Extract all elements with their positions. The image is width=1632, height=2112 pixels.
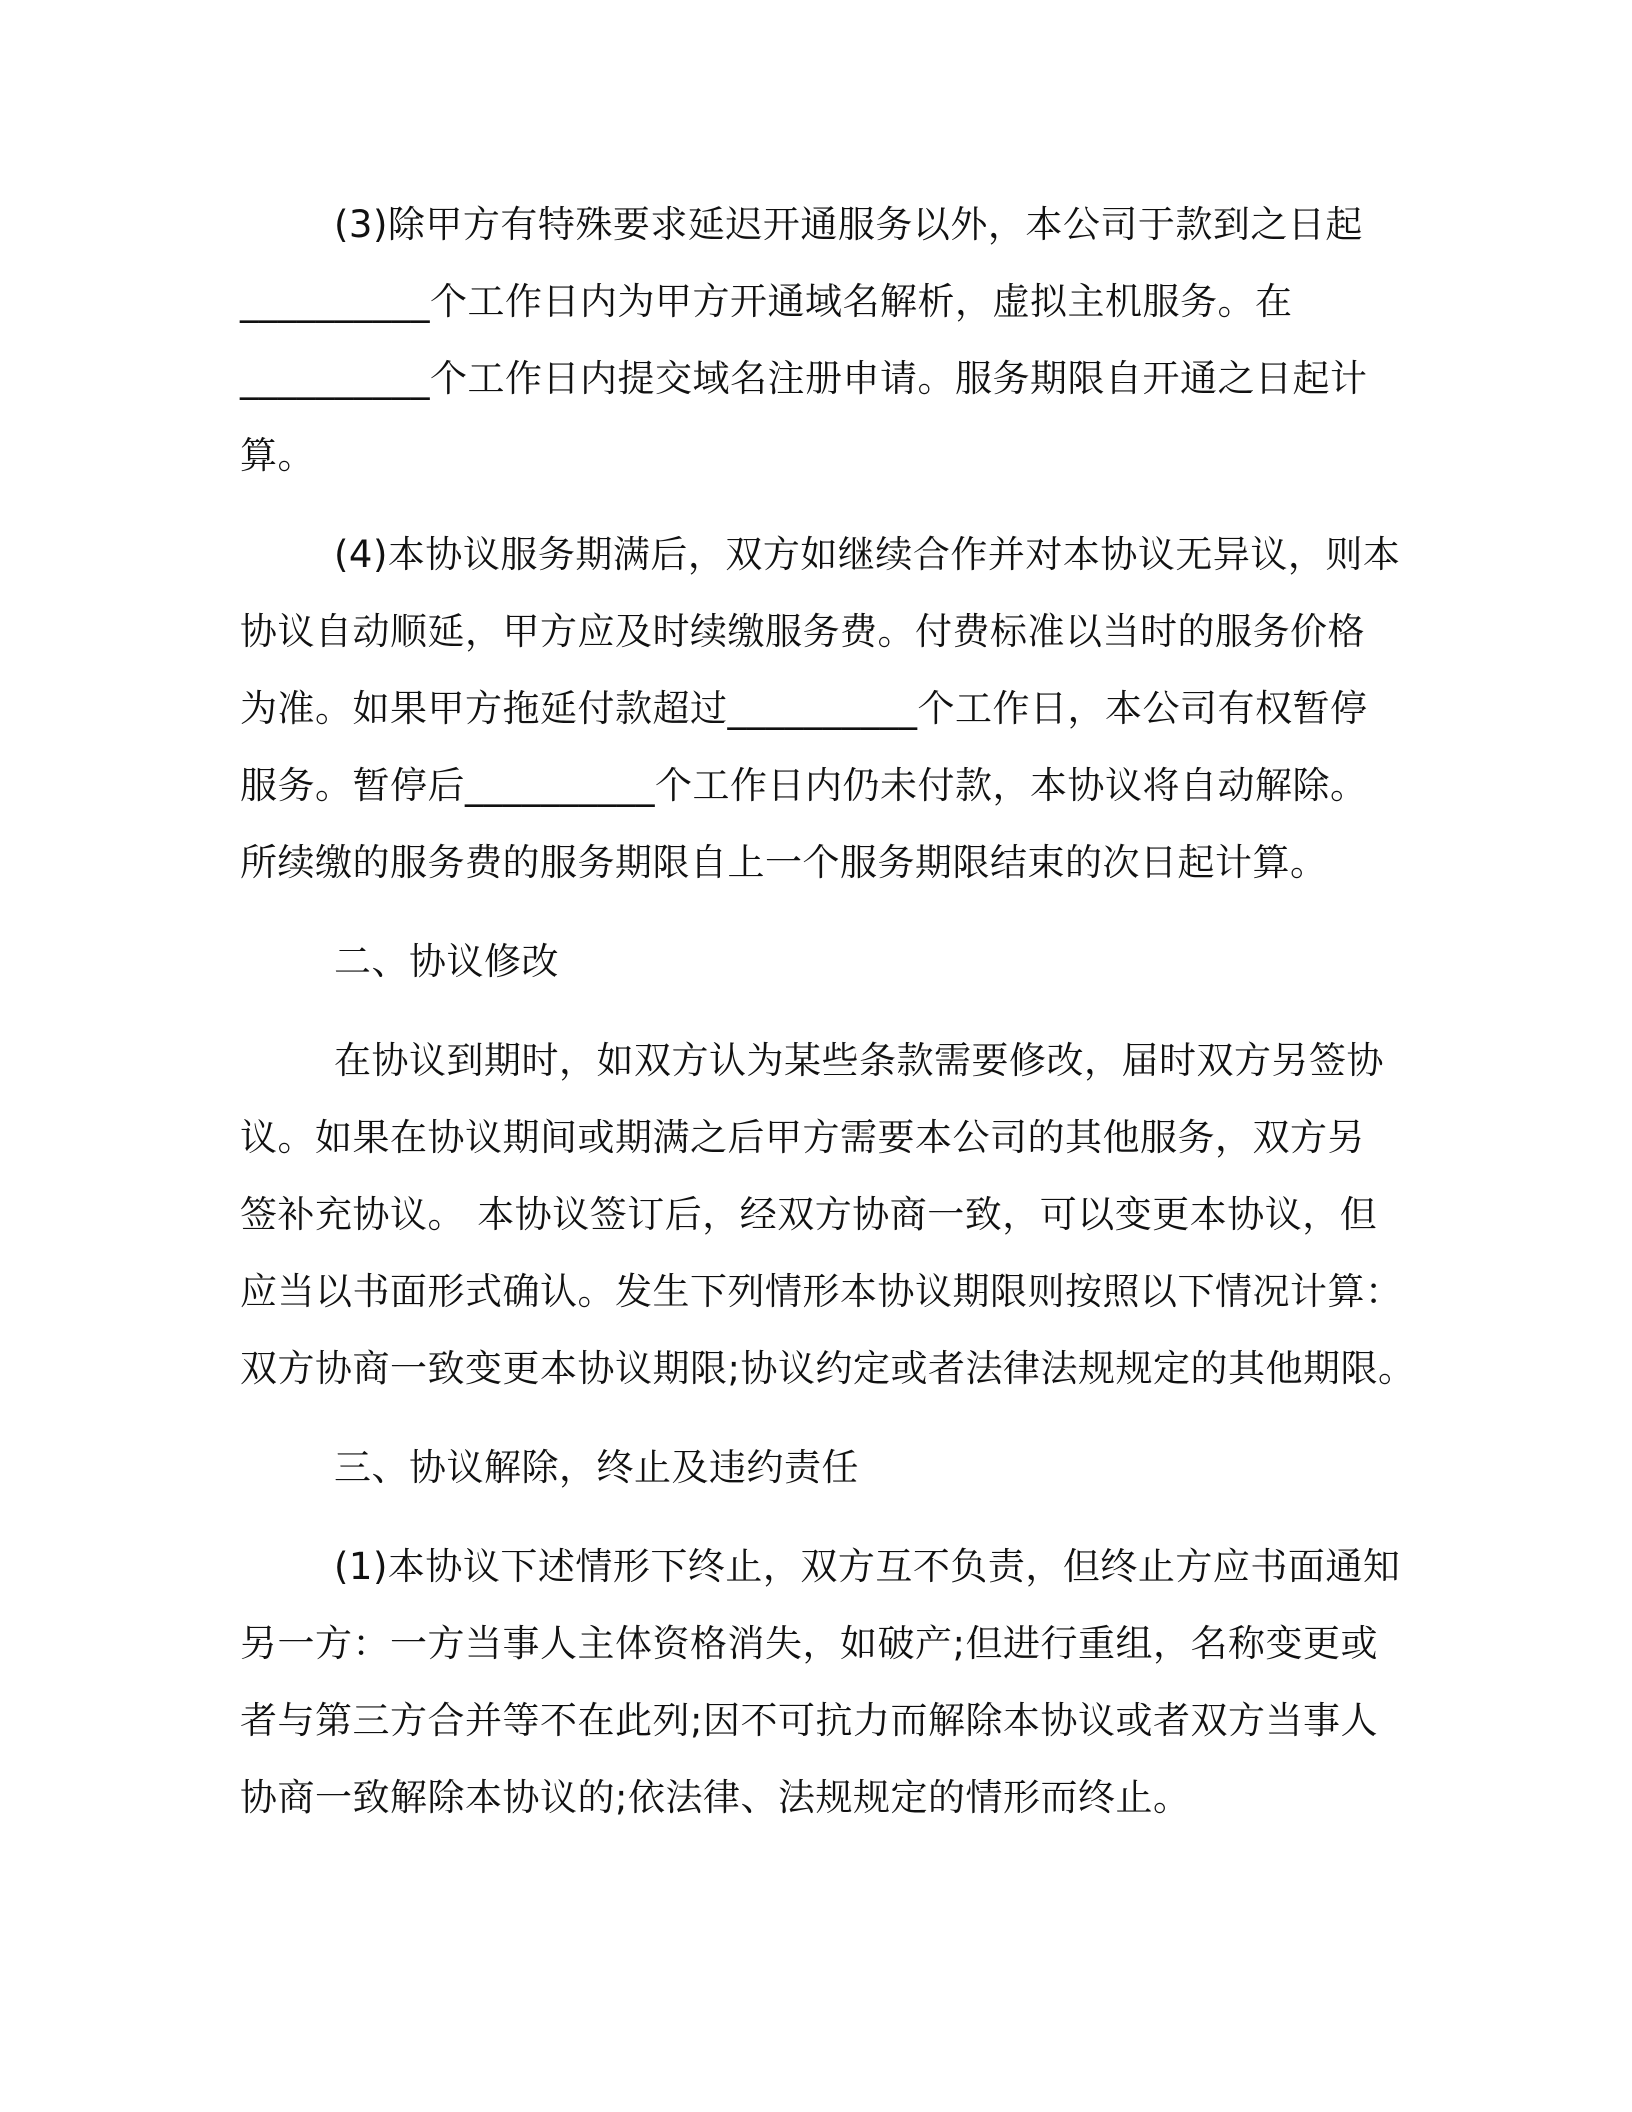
paragraph-line: __________个工作日内为甲方开通域名解析，虚拟主机服务。在 — [240, 280, 1293, 323]
paragraph-line: 议。如果在协议期间或期满之后甲方需要本公司的其他服务，双方另 — [240, 1116, 1365, 1159]
paragraph-line: (1)本协议下述情形下终止，双方互不负责，但终止方应书面通知 — [334, 1545, 1401, 1588]
paragraph-line: (4)本协议服务期满后，双方如继续合作并对本协议无异议，则本 — [334, 533, 1401, 576]
section-2-heading — [240, 923, 1396, 1000]
paragraph-gap — [240, 1407, 1396, 1429]
section-3-clause-1-paragraph — [240, 1528, 1401, 1836]
paragraph-line: 所续缴的服务费的服务期限自上一个服务期限结束的次日起计算。 — [240, 841, 1328, 884]
paragraph-line: 者与第三方合并等不在此列;因不可抗力而解除本协议或者双方当事人 — [240, 1699, 1378, 1742]
section-2-paragraph — [240, 1022, 1416, 1407]
section-3-heading — [240, 1429, 1396, 1506]
paragraph-gap — [240, 901, 1396, 923]
paragraph-line: 在协议到期时，如双方认为某些条款需要修改，届时双方另签协 — [334, 1039, 1384, 1082]
paragraph-line: 签补充协议。 本协议签订后，经双方协商一致，可以变更本协议，但 — [240, 1193, 1378, 1236]
paragraph-line: 应当以书面形式确认。发生下列情形本协议期限则按照以下情况计算： — [240, 1270, 1403, 1313]
paragraph-line: 协议自动顺延，甲方应及时续缴服务费。付费标准以当时的服务价格 — [240, 610, 1365, 653]
paragraph-line: 协商一致解除本协议的;依法律、法规规定的情形而终止。 — [240, 1776, 1191, 1819]
paragraph-gap — [240, 1506, 1396, 1528]
paragraph-line: (3)除甲方有特殊要求延迟开通服务以外，本公司于款到之日起 — [334, 203, 1363, 246]
clause-4-paragraph — [240, 516, 1401, 901]
section-heading: 三、协议解除，终止及违约责任 — [334, 1446, 859, 1489]
paragraph-gap — [240, 1000, 1396, 1022]
paragraph-line: 另一方：一方当事人主体资格消失，如破产;但进行重组，名称变更或 — [240, 1622, 1378, 1665]
paragraph-gap — [240, 494, 1396, 516]
clause-3-paragraph — [240, 186, 1396, 494]
paragraph-line: 算。 — [240, 434, 315, 477]
paragraph-line: 为准。如果甲方拖延付款超过__________个工作日，本公司有权暂停 — [240, 687, 1368, 730]
document-body — [240, 186, 1416, 1836]
paragraph-line: __________个工作日内提交域名注册申请。服务期限自开通之日起计 — [240, 357, 1368, 400]
section-heading: 二、协议修改 — [334, 940, 559, 983]
paragraph-line: 服务。暂停后__________个工作日内仍未付款，本协议将自动解除。 — [240, 764, 1368, 807]
paragraph-line: 双方协商一致变更本协议期限;协议约定或者法律法规规定的其他期限。 — [240, 1347, 1416, 1390]
